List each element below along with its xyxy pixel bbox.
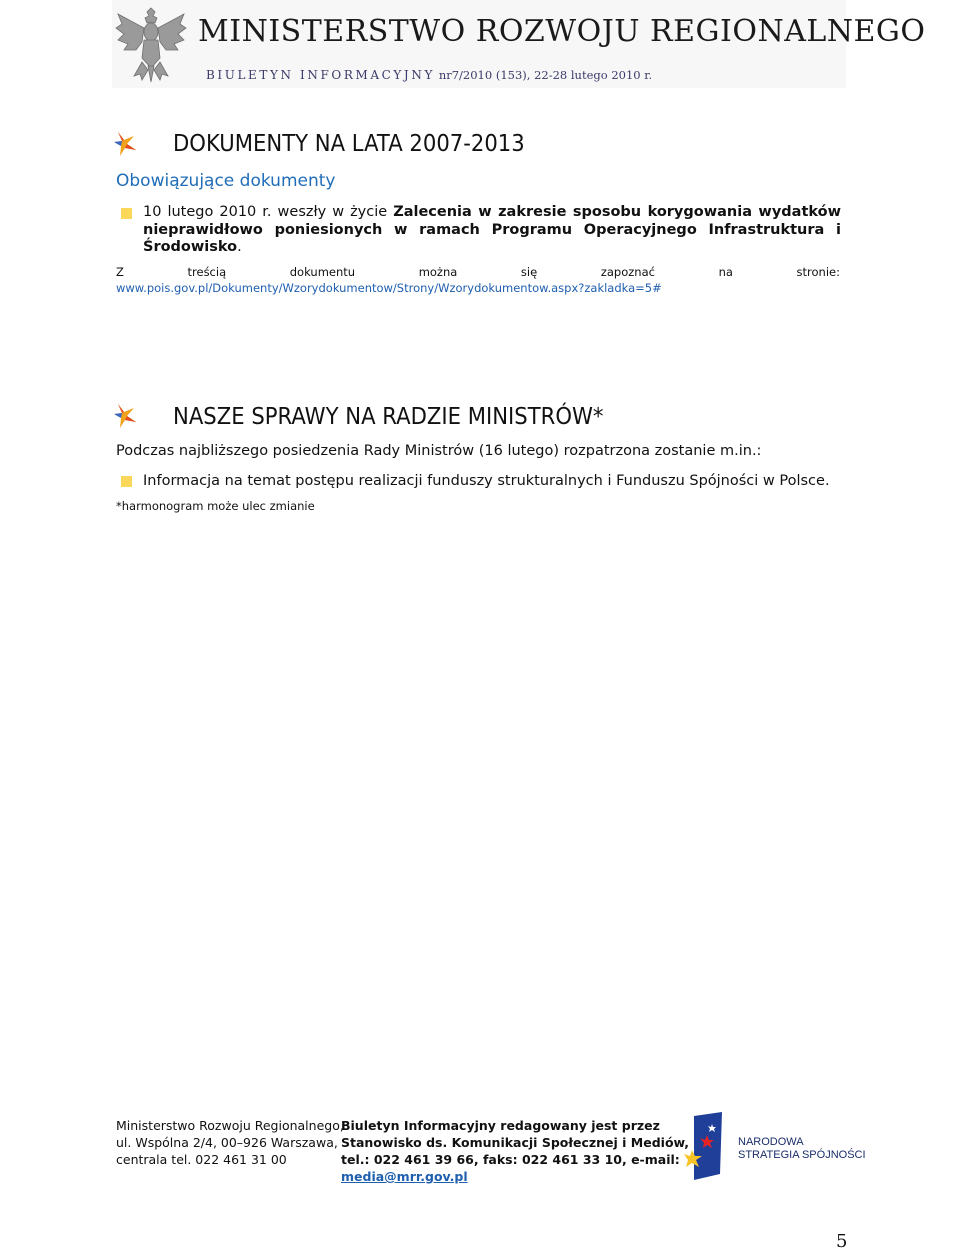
item-title: Zalecenia w zakresie sposobu korygowania wydatków nieprawidłowo poniesionych w ramach Programu Operacyjnego Infrastruktura i Środowisko (143, 204, 841, 255)
nss-logo-line: NARODOWA (738, 1136, 804, 1148)
document-link[interactable]: www.pois.gov.pl/Dokumenty/Wzorydokumentow/Strony/Wzorydokumentow.aspx?zakladka=5# (116, 281, 662, 295)
footer-address (116, 1117, 344, 1168)
schedule-footnote: *harmonogram może ulec zmianie (116, 499, 315, 513)
footer-info-line: tel.: 022 461 39 66, faks: 022 461 33 10, e-mail: (341, 1152, 680, 1167)
nss-logo-text (738, 1136, 866, 1162)
footer-address-line: Ministerstwo Rozwoju Regionalnego, (116, 1118, 344, 1133)
note-text: Z treścią dokumentu można się zapoznać na stronie: (116, 265, 840, 279)
section-title-council: NASZE SPRAWY NA RADZIE MINISTRÓW* (173, 404, 604, 430)
footer-info (341, 1117, 689, 1185)
bulletin-issue: nr7/2010 (153), 22-28 lutego 2010 r. (438, 68, 653, 82)
nss-logo-icon (680, 1112, 736, 1184)
footer-info-line: Biuletyn Informacyjny redagowany jest przez (341, 1118, 660, 1133)
square-bullet-icon (121, 476, 132, 487)
item-date: 10 lutego 2010 r. weszły w życie (143, 204, 394, 220)
bulletin-line (206, 68, 652, 82)
section-title-documents: DOKUMENTY NA LATA 2007-2013 (173, 131, 525, 157)
document-item (143, 204, 841, 257)
star-bullet-icon (112, 130, 140, 158)
footer-address-line: centrala tel. 022 461 31 00 (116, 1152, 287, 1167)
page-number: 5 (836, 1231, 848, 1252)
eagle-emblem-icon (112, 2, 190, 84)
item-end: . (237, 239, 242, 255)
section-subtitle: Obowiązujące dokumenty (116, 171, 336, 191)
footer-info-line: Stanowisko ds. Komunikacji Społecznej i Mediów, (341, 1135, 690, 1150)
council-intro: Podczas najbliższego posiedzenia Rady Ministrów (16 lutego) rozpatrzona zostanie m.in.: (116, 443, 762, 459)
square-bullet-icon (121, 208, 132, 219)
nss-logo-line: STRATEGIA SPÓJNOŚCI (738, 1149, 866, 1161)
star-bullet-icon (112, 402, 140, 430)
footer-email-link[interactable]: media@mrr.gov.pl (341, 1169, 468, 1184)
bulletin-name: BIULETYN INFORMACYJNY (206, 68, 435, 82)
council-item: Informacja na temat postępu realizacji funduszy strukturalnych i Funduszu Spójności w Polsce. (143, 473, 830, 489)
footer-address-line: ul. Wspólna 2/4, 00–926 Warszawa, (116, 1135, 338, 1150)
ministry-title: MINISTERSTWO ROZWOJU REGIONALNEGO (198, 14, 926, 49)
